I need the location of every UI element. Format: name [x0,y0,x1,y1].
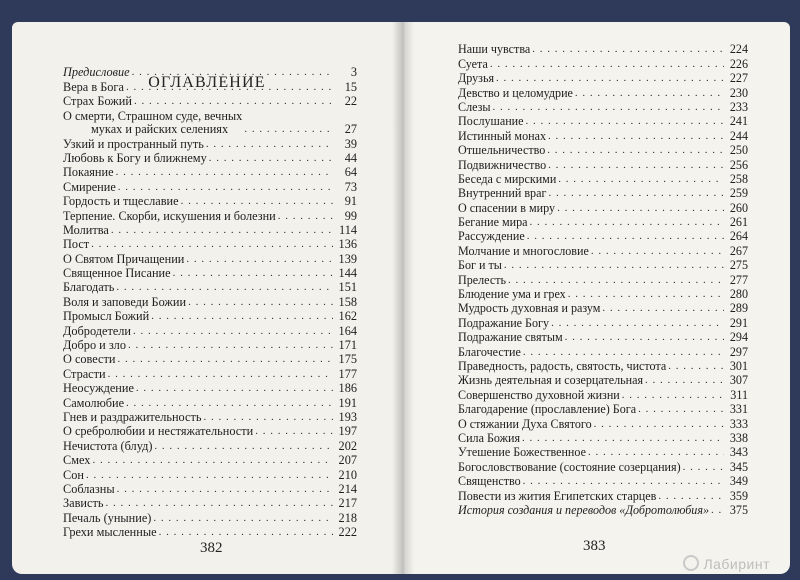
dot-leader [186,252,333,266]
toc-entry-title: Промысл Божий [63,309,150,324]
watermark-text: Лабиринт [703,556,770,572]
toc-entry-title: Гордость и тщеславие [63,194,179,209]
toc-entry [63,136,357,150]
dot-leader [508,273,724,287]
toc-entry-page: 289 [729,301,748,316]
toc-entry [458,272,748,286]
toc-entry-page: 331 [729,402,748,417]
toc-entry-title: О стяжании Духа Святого [458,416,592,431]
dot-leader [645,373,724,387]
watermark-logo-icon [683,555,699,571]
toc-entry-title: Вера в Бога [63,79,124,94]
toc-entry-title: Страх Божий [63,94,132,109]
toc-entry [63,179,357,193]
toc-entry-title-line1: О смерти, Страшном суде, вечных [63,109,243,124]
toc-entry [63,525,357,539]
dot-leader [496,71,724,85]
toc-entry [63,280,357,294]
toc-entry-page: 197 [338,424,357,439]
toc-entry-page: 162 [338,309,357,324]
toc-entry-title: Грехи мысленные [63,525,157,540]
dot-leader [116,280,333,294]
toc-entry-page: 186 [338,381,357,396]
toc-entry [63,410,357,424]
toc-entry-title: Жизнь деятельная и созерцательная [458,373,644,388]
toc-entry [458,488,748,502]
dot-leader [558,172,724,186]
toc-entry-page: 39 [344,136,357,151]
toc-entry-page: 345 [729,459,748,474]
toc-entry [63,251,357,265]
toc-entry-page: 139 [338,251,357,266]
dot-leader [111,223,333,237]
toc-entry [458,172,748,186]
toc-entry-title: Подвижничество [458,157,547,172]
toc-entry [63,294,357,308]
toc-entry [458,114,748,128]
toc-entry [63,381,357,395]
dot-leader [181,194,333,208]
toc-entry-page: 250 [729,143,748,158]
toc-entry [458,243,748,257]
toc-entry-title: Внутренний враг [458,186,547,201]
toc-entry-title [63,109,242,136]
toc-entry-title: Прелесть [458,272,507,287]
dot-leader [490,57,724,71]
toc-entry-page: 99 [344,208,357,223]
dot-leader [159,525,333,539]
toc-entry [458,42,748,56]
toc-entry-title: Печаль (уныние) [63,510,152,525]
dot-leader [523,474,724,488]
toc-entry [458,157,748,171]
book-gutter [392,22,414,574]
toc-entry-page: 136 [338,237,357,252]
toc-entry [63,266,357,280]
toc-entry-page: 144 [338,266,357,281]
toc-entry-page: 202 [338,438,357,453]
dot-leader [711,503,724,517]
toc-entry [63,395,357,409]
toc-entry-title: Повести из жития Египетских старцев [458,488,657,503]
dot-leader [188,295,333,309]
toc-entry-title: Наши чувства [458,42,531,57]
dot-leader [575,86,724,100]
toc-entry [63,165,357,179]
toc-entry [63,338,357,352]
toc-entry-page: 267 [729,243,748,258]
toc-entry-title: Благочестие [458,344,521,359]
dot-leader [504,258,724,272]
dot-leader [173,266,333,280]
toc-entry [458,344,748,358]
toc-entry-page: 375 [729,502,748,517]
toc-entry [458,431,748,445]
toc-entry-title: Сила Божия [458,430,521,445]
toc-heading: ОГЛАВЛЕНИЕ [148,74,266,91]
toc-entry [458,85,748,99]
toc-entry-title: Смех [63,453,91,468]
toc-entry [458,301,748,315]
dot-leader [117,352,333,366]
dot-leader [128,338,333,352]
toc-entry-page: 294 [729,330,748,345]
dot-leader [92,453,333,467]
dot-leader [668,359,724,373]
toc-entry [63,496,357,510]
toc-entry-page: 301 [729,358,748,373]
toc-entry [63,309,357,323]
toc-entry-title: Священное Писание [63,266,171,281]
toc-entry-title: Бог и ты [458,258,502,273]
toc-entry [63,65,357,79]
toc-entry-page: 256 [729,157,748,172]
toc-entry-page: 258 [729,171,748,186]
toc-entry-title: Беседа с мирскими [458,171,557,186]
toc-entry-title: Благодарение (прославление) Бога [458,402,637,417]
toc-entry-page: 241 [729,114,748,129]
dot-leader [209,151,333,165]
toc-entry [458,100,748,114]
toc-entry [63,79,357,93]
toc-entry [458,215,748,229]
toc-entry-title: Воля и заповеди Божии [63,294,187,309]
toc-entry [458,445,748,459]
dot-leader [117,482,333,496]
toc-entry-title: Узкий и пространный путь [63,136,204,151]
dot-leader [203,410,333,424]
toc-entry-title: Молитва [63,222,109,237]
toc-entry-page: 222 [338,525,357,540]
toc-entry [63,223,357,237]
toc-entry-title-line2: муках и райских селениях [91,122,229,137]
dot-leader [548,186,724,200]
dot-leader [557,201,724,215]
toc-entry [63,510,357,524]
toc-entry-page: 343 [729,445,748,460]
toc-entry-page: 244 [729,128,748,143]
dot-leader [244,122,333,136]
toc-entry-title: Зависть [63,496,104,511]
dot-leader [532,42,724,56]
toc-entry [458,474,748,488]
toc-entry-title: О сребролюбии и нестяжательности [63,424,254,439]
toc-entry-title: Священство [458,474,521,489]
toc-entry-title: Смирение [63,179,116,194]
toc-entry-title: Любовь к Богу и ближнему [63,150,207,165]
dot-leader [136,381,333,395]
toc-entry-page: 260 [729,200,748,215]
toc-entry-page: 280 [729,287,748,302]
toc-entry-title: Подражание Богу [458,315,550,330]
toc-entry-page: 207 [338,453,357,468]
dot-leader [134,94,333,108]
toc-entry [458,287,748,301]
toc-entry-title: Слезы [458,99,491,114]
dot-leader [126,396,333,410]
toc-entry [63,194,357,208]
toc-entry-page: 171 [338,338,357,353]
toc-entry-page: 227 [729,71,748,86]
toc-entry [458,71,748,85]
dot-leader [116,165,333,179]
toc-entry-title: Истинный монах [458,128,547,143]
toc-entry-title: Богословствование (состояние созерцания) [458,459,681,474]
toc-entry [458,503,748,517]
toc-entry-page: 64 [344,165,357,180]
toc-entry-page: 259 [729,186,748,201]
dot-leader [548,129,724,143]
toc-entry-page: 338 [729,430,748,445]
toc-entry [458,330,748,344]
toc-entry-page: 3 [350,65,357,80]
dot-leader [206,137,333,151]
toc-entry [458,128,748,142]
toc-entry-page: 91 [344,194,357,209]
dot-leader [91,237,333,251]
toc-entry-title: Нечистота (блуд) [63,438,153,453]
dot-leader [278,209,333,223]
toc-entry-page: 224 [729,42,748,57]
dot-leader [658,489,724,503]
dot-leader [151,309,333,323]
toc-entry-page: 230 [729,85,748,100]
toc-entry [458,359,748,373]
dot-leader [522,431,724,445]
toc-entry [458,186,748,200]
dot-leader [591,244,724,258]
toc-entry [63,424,357,438]
toc-entry [458,315,748,329]
toc-entry-title: Предисловие [63,65,130,80]
dot-leader [126,80,333,94]
toc-entry-title: Праведность, радость, святость, чистота [458,358,667,373]
dot-leader [118,180,333,194]
page-number-left: 382 [200,540,223,556]
dot-leader [622,388,724,402]
toc-entry [458,56,748,70]
toc-entry-title: Неосуждение [63,381,134,396]
dot-leader [547,143,724,157]
toc-entry-page: 191 [338,395,357,410]
toc-entry-title: Девство и целомудрие [458,85,573,100]
toc-entry [458,387,748,401]
toc-entry-page: 333 [729,416,748,431]
toc-entry-title: О совести [63,352,116,367]
toc-entry [63,208,357,222]
toc-entry-title: Бегание мира [458,215,528,230]
toc-entry-title: Терпение. Скорби, искушения и болезни [63,208,276,223]
dot-leader [548,158,724,172]
dot-leader [551,316,724,330]
toc-entry-page: 151 [338,280,357,295]
toc-entry-page: 164 [338,323,357,338]
toc-entry-title: Утешение Божественное [458,445,586,460]
toc-entry [458,373,748,387]
toc-entry-page: 214 [338,481,357,496]
dot-leader [523,345,724,359]
toc-entry-title: Совершенство духовной жизни [458,387,620,402]
toc-entry-title: Друзья [458,71,495,86]
toc-entry-title: Самолюбие [63,395,125,410]
toc-entry-page: 210 [338,467,357,482]
toc-list-left [63,65,357,539]
toc-entry-title: Пост [63,237,90,252]
toc-entry-title: Подражание святым [458,330,563,345]
dot-leader [588,445,724,459]
dot-leader [568,287,724,301]
toc-entry-title: О спасении в миру [458,200,556,215]
toc-entry-title: Суета [458,56,488,71]
toc-entry-page: 311 [730,387,748,402]
dot-leader [255,424,333,438]
toc-entry [458,402,748,416]
toc-entry-title: Добродетели [63,323,131,338]
toc-entry [63,352,357,366]
dot-leader [683,460,724,474]
toc-entry-page: 22 [344,94,357,109]
toc-entry-title: Послушание [458,114,524,129]
toc-entry-page: 307 [729,373,748,388]
toc-entry-title: Гнев и раздражительность [63,409,202,424]
toc-entry-title: Благодать [63,280,115,295]
toc-entry-title: Страсти [63,366,106,381]
toc-entry-page: 275 [729,258,748,273]
watermark [683,555,770,572]
toc-entry [63,323,357,337]
toc-entry [63,438,357,452]
dot-leader [594,417,724,431]
toc-entry-title: О Святом Причащении [63,251,185,266]
toc-entry [63,94,357,108]
toc-entry-page: 264 [729,229,748,244]
toc-entry-page: 233 [729,99,748,114]
toc-entry-page: 297 [729,344,748,359]
toc-entry [458,459,748,473]
dot-leader [565,330,724,344]
toc-entry-page: 261 [729,215,748,230]
toc-entry-page: 27 [344,122,357,137]
toc-entry [63,151,357,165]
toc-entry-page: 177 [338,366,357,381]
toc-entry-page: 291 [729,315,748,330]
toc-entry-title: Отшельничество [458,143,546,158]
dot-leader [602,301,724,315]
toc-entry-title: Покаяние [63,165,114,180]
toc-list-right [458,42,748,517]
toc-entry-page: 175 [338,352,357,367]
dot-leader [154,439,333,453]
toc-entry-title: Мудрость духовная и разум [458,301,601,316]
toc-entry [63,467,357,481]
toc-entry-title: Добро и зло [63,338,126,353]
toc-entry-page: 349 [729,474,748,489]
toc-entry [458,416,748,430]
toc-entry [63,482,357,496]
dot-leader [132,65,333,79]
toc-entry [458,143,748,157]
toc-entry [63,108,357,136]
toc-entry [458,258,748,272]
dot-leader [133,324,333,338]
toc-entry [63,366,357,380]
dot-leader [108,367,333,381]
toc-entry-page: 44 [344,150,357,165]
dot-leader [153,511,333,525]
toc-entry [63,237,357,251]
toc-entry-page: 359 [729,488,748,503]
toc-entry-page: 114 [339,222,357,237]
toc-entry-title: Рассуждение [458,229,525,244]
dot-leader [493,100,724,114]
toc-entry-page: 217 [338,496,357,511]
toc-entry-page: 193 [338,409,357,424]
toc-entry-title: Молчание и многословие [458,243,589,258]
toc-entry-title: Сон [63,467,84,482]
page-number-right: 383 [583,538,606,554]
dot-leader [530,215,724,229]
toc-entry-page: 15 [344,79,357,94]
toc-entry [63,453,357,467]
toc-entry [458,229,748,243]
dot-leader [527,229,724,243]
toc-entry-page: 73 [344,179,357,194]
toc-entry-title: Соблазны [63,481,115,496]
toc-entry-page: 158 [338,294,357,309]
toc-entry-page: 218 [338,510,357,525]
dot-leader [526,114,724,128]
toc-entry-page: 226 [729,56,748,71]
dot-leader [638,402,724,416]
toc-entry-title: Блюдение ума и грех [458,287,566,302]
toc-entry [458,200,748,214]
toc-entry-title: История создания и переводов «Добротолюбия» [458,502,710,517]
dot-leader [105,496,333,510]
toc-entry-page: 277 [729,272,748,287]
dot-leader [86,468,333,482]
